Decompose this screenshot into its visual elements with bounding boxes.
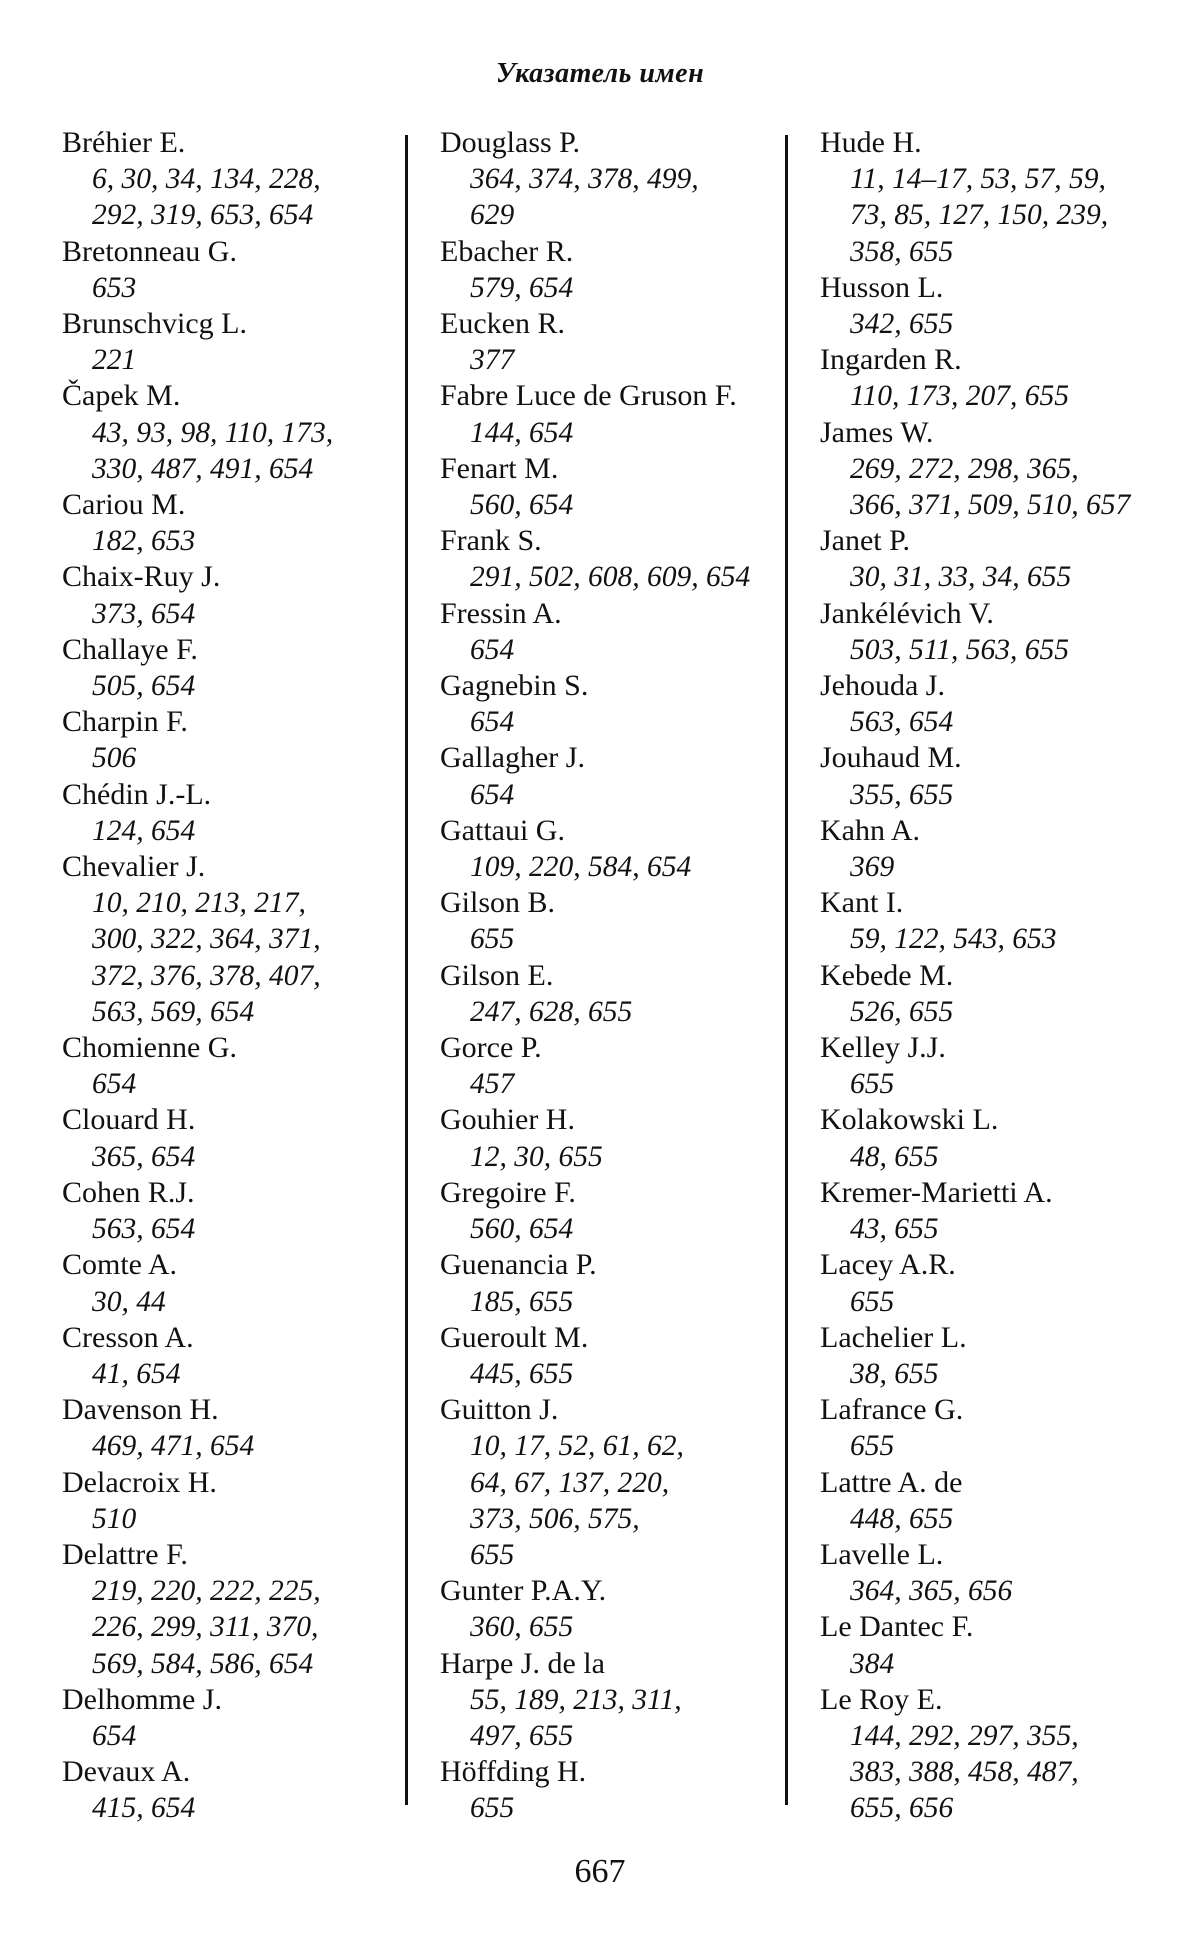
entry-name: Douglass P. [440,126,581,159]
entry-name: Eucken R. [440,307,565,341]
entry-pages: 369 [850,851,895,884]
index-entry [820,1320,1190,1392]
entry-name: Fenart M. [440,451,559,485]
entry-name: Lachelier L. [820,1320,967,1354]
index-entry [440,740,780,812]
index-entry [440,234,780,306]
index-entry [820,813,1190,885]
entry-pages: 364, 365, 656 [850,1575,1013,1608]
entry-pages: 30, 44 [92,1285,166,1318]
entry-pages: 560, 654 [470,1213,574,1246]
entry-pages: 144, 292, 297, 355, 383, 388, 458, 487, 655, 656 [850,1719,1079,1825]
entry-pages: 469, 471, 654 [92,1430,255,1463]
entry-name: Brunschvicg L. [62,307,247,341]
entry-pages: 124, 654 [92,814,196,847]
entry-pages: 185, 655 [470,1285,574,1318]
entry-name: Kant I. [820,886,904,920]
entry-pages: 655 [470,1792,515,1825]
index-entry [820,1537,1190,1609]
entry-name: Comte A. [62,1248,178,1282]
entry-pages: 445, 655 [470,1357,574,1390]
entry-pages: 247, 628, 655 [470,995,633,1028]
entry-pages: 219, 220, 222, 225, 226, 299, 311, 370, 569, 584, 586, 654 [92,1575,321,1680]
index-entry [440,1175,780,1247]
entry-name: Bretonneau G. [62,234,237,268]
entry-pages: 563, 654 [850,706,954,739]
entry-pages: 653 [92,271,137,304]
entry-name: Chevalier J. [62,850,206,884]
index-column-3 [820,125,1190,1827]
index-entry [440,1573,780,1645]
entry-name: Cariou M. [62,488,186,522]
entry-name: Jehouda J. [820,669,945,703]
index-entry [820,1465,1190,1537]
entry-pages: 6, 30, 34, 134, 228, 292, 319, 653, 654 [92,163,321,232]
entry-name: Bréhier E. [62,126,186,159]
index-entry [62,632,392,704]
entry-name: Janet P. [820,524,910,558]
index-entry [440,596,780,668]
entry-pages: 41, 654 [92,1357,181,1390]
index-entry [440,668,780,740]
index-entry [820,1030,1190,1102]
index-entry [62,306,392,378]
entry-name: Jankélévich V. [820,596,994,630]
entry-pages: 144, 654 [470,416,574,449]
entry-pages: 221 [92,344,137,377]
entry-name: Gouhier H. [440,1103,575,1137]
index-entry [62,1465,392,1537]
entry-name: Hude H. [820,126,922,159]
index-entry [62,1030,392,1102]
index-entry [820,1247,1190,1319]
index-entry [62,125,392,234]
entry-pages: 10, 210, 213, 217, 300, 322, 364, 371, 372, 376, 378, 407, 563, 569, 654 [92,887,321,1028]
index-entry [440,958,780,1030]
entry-name: Devaux A. [62,1755,191,1789]
entry-name: Delattre F. [62,1537,188,1571]
entry-pages: 373, 654 [92,597,196,630]
entry-pages: 560, 654 [470,489,574,522]
entry-name: Gregoire F. [440,1175,576,1209]
entry-name: Chaix-Ruy J. [62,560,221,594]
index-entry [440,1754,780,1826]
entry-pages: 526, 655 [850,995,954,1028]
entry-name: Frank S. [440,524,542,558]
entry-pages: 12, 30, 655 [470,1140,603,1173]
index-entry [62,1754,392,1826]
entry-pages: 365, 654 [92,1140,196,1173]
index-entry [820,740,1190,812]
entry-pages: 579, 654 [470,271,574,304]
index-entry [820,1102,1190,1174]
index-entry [820,342,1190,414]
index-entry [62,777,392,849]
entry-name: Gueroult M. [440,1320,589,1354]
index-column-1 [62,125,392,1827]
index-column-2 [440,125,780,1827]
entry-pages: 655 [850,1068,895,1101]
entry-pages: 110, 173, 207, 655 [850,380,1070,413]
entry-pages: 30, 31, 33, 34, 655 [850,561,1072,594]
entry-pages: 269, 272, 298, 365, 366, 371, 509, 510, 657 [850,452,1131,522]
entry-name: Gunter P.A.Y. [440,1574,607,1608]
entry-pages: 38, 655 [850,1357,939,1390]
entry-pages: 654 [92,1719,137,1752]
index-entry [440,125,780,234]
entry-pages: 415, 654 [92,1792,196,1825]
column-divider [405,135,408,1805]
index-entry [62,1102,392,1174]
entry-name: Lacey A.R. [820,1248,956,1282]
entry-pages: 384 [850,1647,895,1680]
entry-pages: 655 [470,923,515,956]
column-divider [785,135,788,1805]
index-entry [820,1175,1190,1247]
entry-name: Ebacher R. [440,234,574,268]
index-entry [820,1609,1190,1681]
entry-name: Kolakowski L. [820,1103,999,1137]
entry-name: Höffding H. [440,1755,587,1789]
index-entry [440,885,780,957]
entry-pages: 43, 93, 98, 110, 173, 330, 487, 491, 654 [92,416,334,485]
entry-name: Kahn A. [820,813,920,847]
index-entry [440,451,780,523]
entry-name: Fressin A. [440,596,562,630]
entry-name: Le Dantec F. [820,1610,974,1644]
entry-name: Charpin F. [62,705,188,739]
index-entry [820,1392,1190,1464]
index-entry [820,958,1190,1030]
entry-pages: 457 [470,1068,515,1101]
index-entry [440,523,780,595]
index-entry [440,1030,780,1102]
entry-name: Kremer-Marietti A. [820,1175,1053,1209]
index-entry [820,415,1190,524]
entry-pages: 654 [470,633,515,666]
index-entry [440,1392,780,1573]
index-entry [62,1320,392,1392]
entry-name: Lavelle L. [820,1537,944,1571]
entry-name: Delhomme J. [62,1682,222,1716]
index-entry [62,559,392,631]
index-entry [820,885,1190,957]
entry-pages: 654 [92,1068,137,1101]
index-entry [820,668,1190,740]
entry-pages: 655 [850,1285,895,1318]
entry-name: Clouard H. [62,1103,196,1137]
page-header: Указатель имен [495,58,705,89]
entry-name: Guenancia P. [440,1248,597,1282]
index-entry [820,270,1190,342]
entry-pages: 364, 374, 378, 499, 629 [470,163,699,232]
entry-pages: 48, 655 [850,1140,939,1173]
entry-pages: 109, 220, 584, 654 [470,851,692,884]
index-entry [820,125,1190,270]
index-entry [440,813,780,885]
index-entry [62,1682,392,1754]
entry-pages: 563, 654 [92,1213,196,1246]
index-entry [62,1247,392,1319]
entry-name: Gilson E. [440,958,554,992]
entry-name: Gagnebin S. [440,669,589,703]
entry-name: Jouhaud M. [820,741,962,775]
index-entry [440,1102,780,1174]
entry-pages: 43, 655 [850,1213,939,1246]
entry-name: Ingarden R. [820,343,962,377]
entry-name: Harpe J. de la [440,1646,605,1680]
entry-name: Husson L. [820,270,944,304]
index-entry [440,378,780,450]
entry-name: James W. [820,415,934,449]
entry-name: Challaye F. [62,632,198,666]
entry-pages: 503, 511, 563, 655 [850,633,1070,666]
entry-pages: 654 [470,778,515,811]
entry-pages: 448, 655 [850,1502,954,1535]
entry-pages: 291, 502, 608, 609, 654 [470,561,751,594]
index-entry [62,849,392,1030]
entry-pages: 342, 655 [850,308,954,341]
entry-name: Lattre A. de [820,1465,963,1499]
entry-pages: 377 [470,344,515,377]
entry-pages: 59, 122, 543, 653 [850,923,1057,956]
entry-name: Lafrance G. [820,1393,964,1427]
index-entry [440,306,780,378]
entry-name: Le Roy E. [820,1682,943,1716]
entry-pages: 55, 189, 213, 311, 497, 655 [470,1683,682,1752]
entry-name: Gorce P. [440,1031,542,1065]
entry-pages: 510 [92,1502,137,1535]
entry-name: Delacroix H. [62,1465,217,1499]
entry-pages: 360, 655 [470,1611,574,1644]
index-entry [820,1682,1190,1827]
index-entry [440,1320,780,1392]
entry-pages: 355, 655 [850,778,954,811]
entry-name: Čapek M. [62,379,181,413]
entry-name: Gilson B. [440,886,556,920]
index-entry [62,1392,392,1464]
index-entry [820,596,1190,668]
index-entry [62,234,392,306]
entry-pages: 654 [470,706,515,739]
index-entry [820,523,1190,595]
page-number: 667 [574,1853,626,1890]
entry-pages: 11, 14–17, 53, 57, 59, 73, 85, 127, 150, 239, 358, 655 [850,163,1109,268]
index-entry [440,1646,780,1755]
entry-name: Cohen R.J. [62,1175,195,1209]
entry-pages: 10, 17, 52, 61, 62, 64, 67, 137, 220, 373, 506, 575, 655 [470,1430,684,1571]
entry-name: Cresson A. [62,1320,194,1354]
entry-pages: 655 [850,1430,895,1463]
entry-name: Chomienne G. [62,1031,237,1065]
entry-name: Fabre Luce de Gruson F. [440,379,737,413]
entry-name: Guitton J. [440,1393,559,1427]
entry-pages: 506 [92,742,137,775]
index-entry [440,1247,780,1319]
entry-pages: 182, 653 [92,525,196,558]
entry-name: Chédin J.-L. [62,777,212,811]
index-entry [62,1537,392,1682]
entry-name: Gattaui G. [440,813,565,847]
entry-pages: 505, 654 [92,670,196,703]
entry-name: Davenson H. [62,1393,219,1427]
index-entry [62,1175,392,1247]
index-entry [62,704,392,776]
index-entry [62,487,392,559]
entry-name: Kelley J.J. [820,1031,946,1065]
entry-name: Kebede M. [820,958,954,992]
entry-name: Gallagher J. [440,741,585,775]
index-entry [62,378,392,487]
